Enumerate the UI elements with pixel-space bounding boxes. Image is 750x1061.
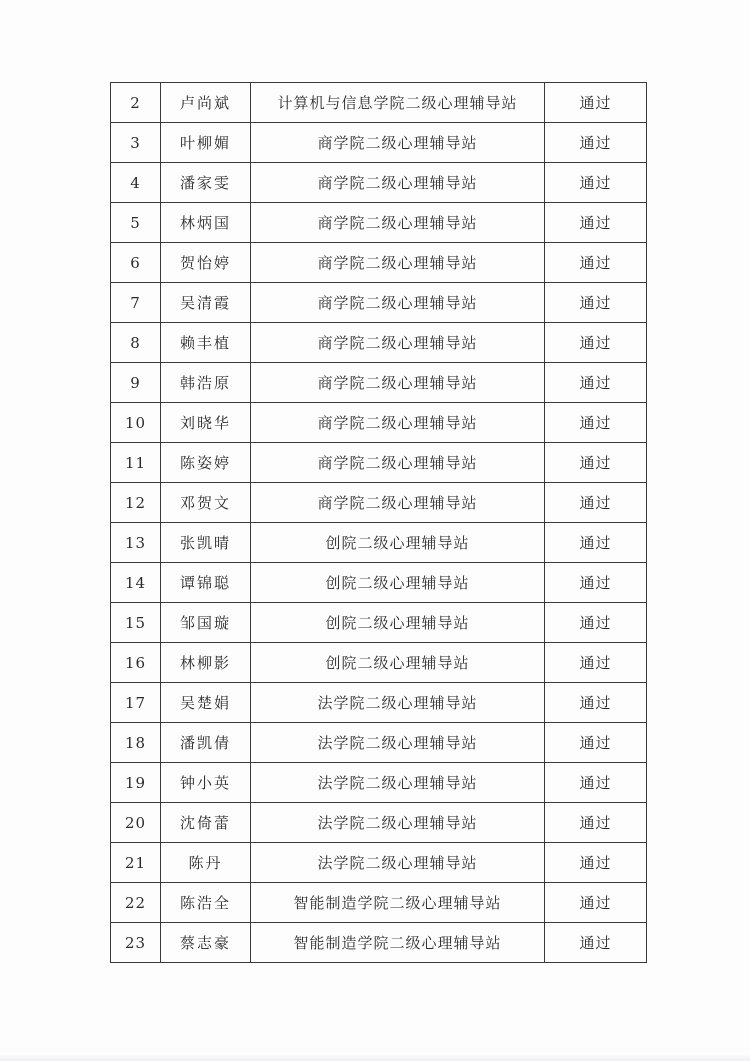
- table-row: [111, 603, 647, 643]
- table-row: [111, 443, 647, 483]
- counseling-station-cell: 商学院二级心理辅导站: [251, 283, 545, 323]
- student-name-cell: 林柳影: [161, 643, 251, 683]
- result-cell: 通过: [545, 643, 647, 683]
- counseling-station-cell: 法学院二级心理辅导站: [251, 803, 545, 843]
- student-name-cell: 陈浩全: [161, 883, 251, 923]
- student-name-cell: 邓贺文: [161, 483, 251, 523]
- table-row: [111, 203, 647, 243]
- result-cell: 通过: [545, 163, 647, 203]
- counseling-station-cell: 创院二级心理辅导站: [251, 563, 545, 603]
- counseling-station-cell: 计算机与信息学院二级心理辅导站: [251, 83, 545, 123]
- results-table: [110, 82, 647, 963]
- table-row: [111, 643, 647, 683]
- row-number-cell: 16: [111, 643, 161, 683]
- counseling-station-cell: 商学院二级心理辅导站: [251, 483, 545, 523]
- table-row: [111, 283, 647, 323]
- table-row: [111, 163, 647, 203]
- row-number-cell: 3: [111, 123, 161, 163]
- table-row: [111, 323, 647, 363]
- counseling-station-cell: 商学院二级心理辅导站: [251, 163, 545, 203]
- result-cell: 通过: [545, 923, 647, 963]
- counseling-station-cell: 商学院二级心理辅导站: [251, 443, 545, 483]
- counseling-station-cell: 商学院二级心理辅导站: [251, 123, 545, 163]
- student-name-cell: 卢尚斌: [161, 83, 251, 123]
- row-number-cell: 14: [111, 563, 161, 603]
- table-row: [111, 883, 647, 923]
- student-name-cell: 陈丹: [161, 843, 251, 883]
- student-name-cell: 钟小英: [161, 763, 251, 803]
- table-row: [111, 483, 647, 523]
- table-row: [111, 363, 647, 403]
- student-name-cell: 谭锦聪: [161, 563, 251, 603]
- result-cell: 通过: [545, 883, 647, 923]
- counseling-station-cell: 商学院二级心理辅导站: [251, 323, 545, 363]
- result-cell: 通过: [545, 83, 647, 123]
- table-row: [111, 563, 647, 603]
- table-row: [111, 723, 647, 763]
- student-name-cell: 沈倚蕾: [161, 803, 251, 843]
- table-row: [111, 123, 647, 163]
- result-cell: 通过: [545, 723, 647, 763]
- counseling-station-cell: 法学院二级心理辅导站: [251, 683, 545, 723]
- counseling-station-cell: 智能制造学院二级心理辅导站: [251, 923, 545, 963]
- counseling-station-cell: 创院二级心理辅导站: [251, 603, 545, 643]
- result-cell: 通过: [545, 203, 647, 243]
- student-name-cell: 赖丰植: [161, 323, 251, 363]
- student-name-cell: 林炳国: [161, 203, 251, 243]
- student-name-cell: 叶柳媚: [161, 123, 251, 163]
- row-number-cell: 23: [111, 923, 161, 963]
- table-row: [111, 763, 647, 803]
- table-row: [111, 843, 647, 883]
- table-row: [111, 243, 647, 283]
- row-number-cell: 15: [111, 603, 161, 643]
- student-name-cell: 韩浩原: [161, 363, 251, 403]
- result-cell: 通过: [545, 603, 647, 643]
- table-row: [111, 923, 647, 963]
- student-name-cell: 陈姿婷: [161, 443, 251, 483]
- row-number-cell: 17: [111, 683, 161, 723]
- counseling-station-cell: 智能制造学院二级心理辅导站: [251, 883, 545, 923]
- student-name-cell: 刘晓华: [161, 403, 251, 443]
- student-name-cell: 张凯晴: [161, 523, 251, 563]
- result-cell: 通过: [545, 483, 647, 523]
- result-cell: 通过: [545, 563, 647, 603]
- row-number-cell: 10: [111, 403, 161, 443]
- student-name-cell: 贺怡婷: [161, 243, 251, 283]
- counseling-station-cell: 商学院二级心理辅导站: [251, 403, 545, 443]
- result-cell: 通过: [545, 443, 647, 483]
- result-cell: 通过: [545, 403, 647, 443]
- table-row: [111, 683, 647, 723]
- counseling-station-cell: 商学院二级心理辅导站: [251, 363, 545, 403]
- row-number-cell: 4: [111, 163, 161, 203]
- student-name-cell: 吴楚娟: [161, 683, 251, 723]
- row-number-cell: 19: [111, 763, 161, 803]
- result-cell: 通过: [545, 123, 647, 163]
- row-number-cell: 6: [111, 243, 161, 283]
- result-cell: 通过: [545, 523, 647, 563]
- result-cell: 通过: [545, 243, 647, 283]
- student-name-cell: 蔡志豪: [161, 923, 251, 963]
- row-number-cell: 11: [111, 443, 161, 483]
- result-cell: 通过: [545, 683, 647, 723]
- page-bottom-edge: [0, 1053, 750, 1061]
- row-number-cell: 2: [111, 83, 161, 123]
- row-number-cell: 21: [111, 843, 161, 883]
- student-name-cell: 潘凯倩: [161, 723, 251, 763]
- result-cell: 通过: [545, 363, 647, 403]
- result-cell: 通过: [545, 763, 647, 803]
- result-cell: 通过: [545, 323, 647, 363]
- table-row: [111, 403, 647, 443]
- table-row: [111, 523, 647, 563]
- table-row: [111, 83, 647, 123]
- row-number-cell: 13: [111, 523, 161, 563]
- row-number-cell: 5: [111, 203, 161, 243]
- row-number-cell: 18: [111, 723, 161, 763]
- counseling-station-cell: 法学院二级心理辅导站: [251, 723, 545, 763]
- student-name-cell: 邹国璇: [161, 603, 251, 643]
- row-number-cell: 8: [111, 323, 161, 363]
- table-row: [111, 803, 647, 843]
- result-cell: 通过: [545, 283, 647, 323]
- results-table-body: [111, 83, 647, 963]
- student-name-cell: 吴清霞: [161, 283, 251, 323]
- counseling-station-cell: 商学院二级心理辅导站: [251, 243, 545, 283]
- counseling-station-cell: 创院二级心理辅导站: [251, 643, 545, 683]
- counseling-station-cell: 法学院二级心理辅导站: [251, 763, 545, 803]
- counseling-station-cell: 创院二级心理辅导站: [251, 523, 545, 563]
- row-number-cell: 12: [111, 483, 161, 523]
- counseling-station-cell: 商学院二级心理辅导站: [251, 203, 545, 243]
- row-number-cell: 22: [111, 883, 161, 923]
- result-cell: 通过: [545, 803, 647, 843]
- row-number-cell: 7: [111, 283, 161, 323]
- result-cell: 通过: [545, 843, 647, 883]
- counseling-station-cell: 法学院二级心理辅导站: [251, 843, 545, 883]
- row-number-cell: 9: [111, 363, 161, 403]
- student-name-cell: 潘家雯: [161, 163, 251, 203]
- row-number-cell: 20: [111, 803, 161, 843]
